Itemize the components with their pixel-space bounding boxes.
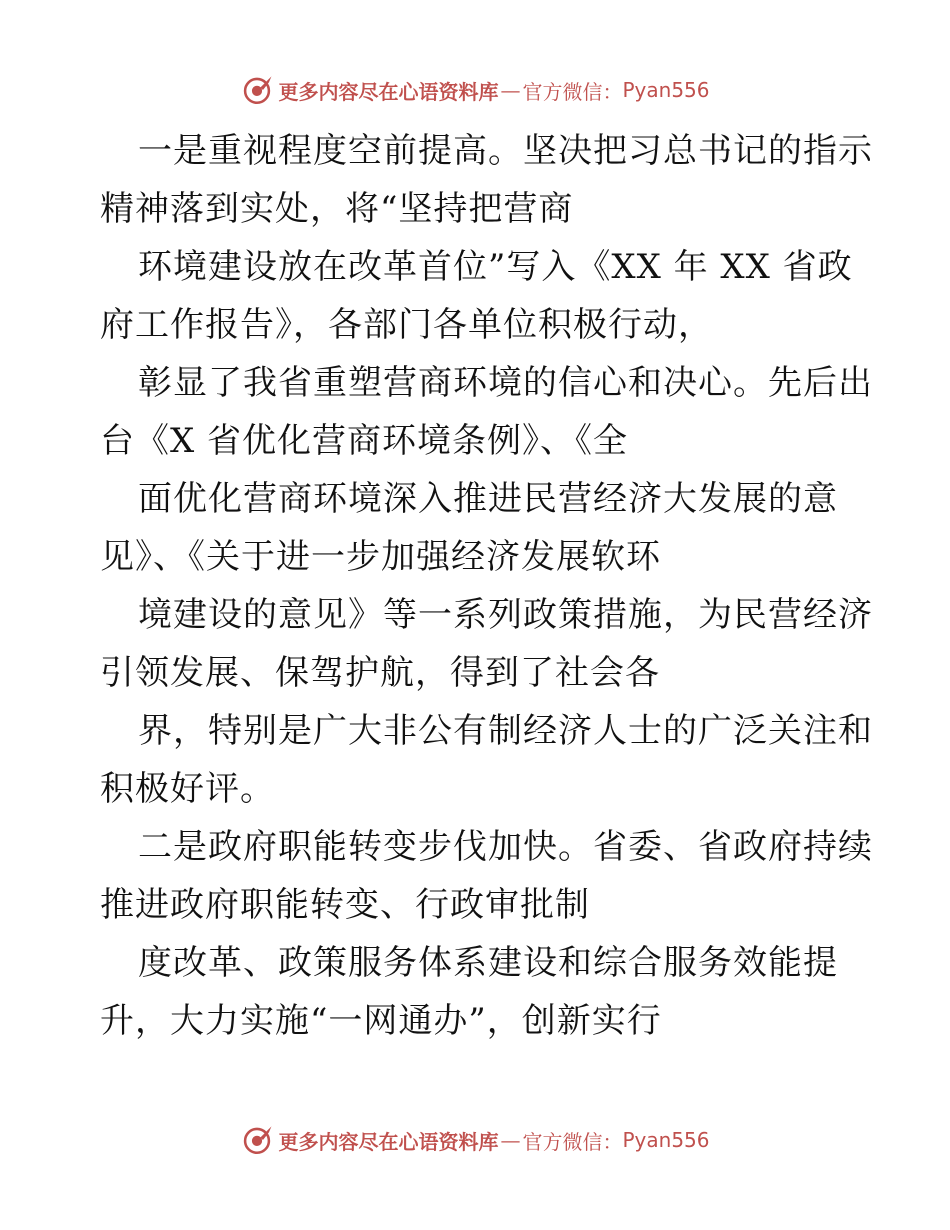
text-line: 一是重视程度空前提高。坚决把习总书记的指示 — [138, 131, 873, 171]
text-line: 境建设的意见》等一系列政策措施，为民营经济 — [138, 595, 873, 635]
text-line: 推进政府职能转变、行政审批制 — [100, 885, 590, 925]
text-line: 界，特别是广大非公有制经济人士的广泛关注和 — [138, 711, 873, 751]
text-line: 面优化营商环境深入推进民营经济大发展的意 — [138, 479, 838, 519]
header-wechat-label: 官方微信： — [522, 79, 623, 104]
header-banner — [0, 70, 950, 110]
footer-title: 更多内容尽在心语资料库 — [278, 1129, 499, 1154]
footer-separator: — — [500, 1128, 521, 1152]
footer-wechat-id: Pyan556 — [622, 1128, 710, 1152]
quill-seal-logo-icon — [240, 73, 274, 107]
footer-banner — [0, 1120, 950, 1160]
header-separator: — — [500, 78, 521, 102]
text-line: 彰显了我省重塑营商环境的信心和决心。先后出 — [138, 363, 873, 403]
footer-wechat-label: 官方微信： — [522, 1129, 623, 1154]
document-body — [100, 122, 873, 1050]
text-line: 精神落到实处，将“坚持把营商 — [100, 189, 574, 229]
quill-seal-logo-icon — [240, 1123, 274, 1157]
text-line: 府工作报告》，各部门各单位积极行动， — [100, 305, 713, 345]
text-line: 环境建设放在改革首位”写入《XX 年 XX 省政 — [138, 247, 853, 287]
text-line: 台《X 省优化营商环境条例》、《全 — [100, 421, 629, 461]
text-line: 见》、《关于进一步加强经济发展软环 — [100, 537, 661, 577]
text-line: 升，大力实施“一网通办”，创新实行 — [100, 1001, 662, 1041]
header-wechat-id: Pyan556 — [622, 78, 710, 102]
header-title: 更多内容尽在心语资料库 — [278, 79, 499, 104]
text-line: 二是政府职能转变步伐加快。省委、省政府持续 — [138, 827, 873, 867]
text-line: 积极好评。 — [100, 769, 275, 809]
text-line: 引领发展、保驾护航，得到了社会各 — [100, 653, 660, 693]
text-line: 度改革、政策服务体系建设和综合服务效能提 — [138, 943, 838, 983]
